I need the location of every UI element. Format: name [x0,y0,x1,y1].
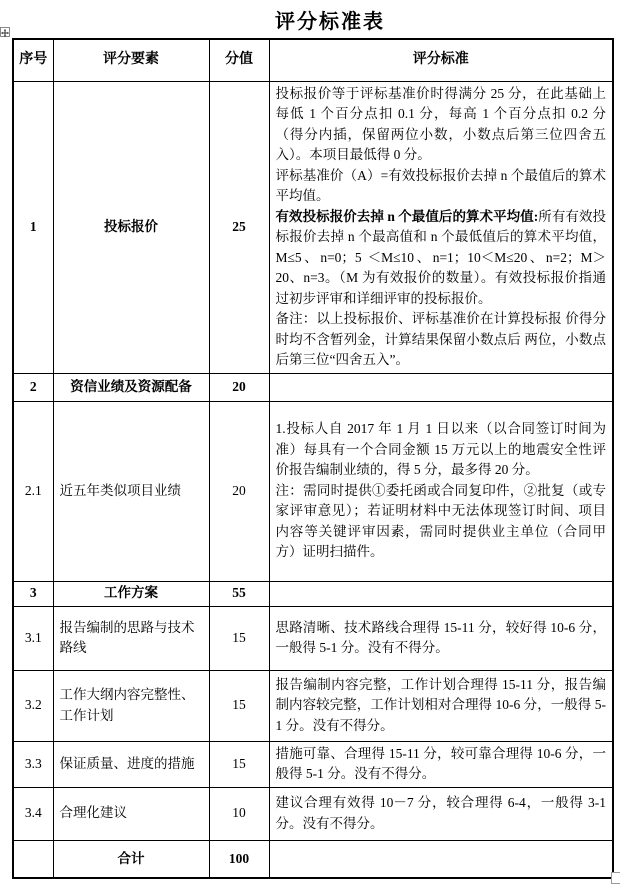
row-standard: 报告编制内容完整，工作计划合理得 15-11 分，报告编制内容较完整，工作计划相对合理得 10-6 分，一般得 5-1 分。没有不得分。 [269,670,613,741]
row-standard: 措施可靠、合理得 15-11 分，较可靠合理得 10-6 分，一般得 5-1 分。没有不得分。 [269,741,613,787]
table-resize-handle[interactable] [611,872,620,884]
row-score: 55 [209,581,269,606]
row-no: 3.3 [13,741,53,787]
row-standard [269,81,613,373]
row-score: 10 [209,787,269,840]
row-no: 3 [13,581,53,606]
row-factor: 合计 [53,840,209,878]
row-factor: 投标报价 [53,81,209,373]
row-score: 15 [209,606,269,670]
table-row-3 [13,581,613,606]
standard-paragraph: 投标报价等于评标基准价时得满分 25 分，在此基础上每低 1 个百分点扣 0.1 分，每高 1 个百分点扣 0.2 分（得分内插，保留两位小数，小数点后第三位四舍五入）。本项目最低得 0 分。 [275,85,606,162]
table-move-handle-icon[interactable] [0,27,10,37]
row-no: 2 [13,373,53,401]
row-factor: 合理化建议 [53,787,209,840]
row-no: 3.4 [13,787,53,840]
standard-text-run: 所有有效投标报价去掉 n 个最高值和 n 个最低值后的算术平均值，M≤5、n=0；5 ＜M≤10、n=1；10＜M≤20、n=2；M＞20、n=3。（M 为有效报价的数量）。有效投标报价指通过初步评审和详细评审的投标报价。 [275,208,606,306]
standard-paragraph [276,207,607,310]
standard-paragraph: 评标基准价（A）=有效投标报价去掉 n 个最值后的算术平均值。 [275,167,606,203]
table-row-3-2 [13,670,613,741]
table-row-1 [13,81,613,373]
table-row-3-3 [13,741,613,787]
row-no: 1 [13,81,53,373]
row-no: 3.1 [13,606,53,670]
table-row-2 [13,373,613,401]
row-factor: 报告编制的思路与技术路线 [53,606,209,670]
table-row-3-1 [13,606,613,670]
row-standard [269,581,613,606]
row-no: 2.1 [13,401,53,581]
header-standard: 评分标准 [269,39,613,81]
standard-paragraph: 注：需同时提供①委托函或合同复印件，②批复（或专家评审意见）；若证明材料中无法体现签订时间、项目内容等关键评审因素，需同时提供业主单位（合同甲方）证明扫描件。 [275,482,606,560]
standard-paragraph: 1.投标人自 2017 年 1 月 1 日以来（以合同签订时间为准）每具有一个合同金额 15 万元以上的地震安全性评价报告编制业绩的，得 5 分，最多得 20 分。 [275,421,606,478]
row-no [13,840,53,878]
standard-bold-run: 有效投标报价去掉 n 个最值后的算术平均值: [275,208,539,224]
standard-paragraph: 备注：以上投标报价、评标基准价在计算投标报 价得分时均不含暂列金，计算结果保留小数点后 两位，小数点后第三位“四舍五入”。 [275,311,606,367]
row-score: 20 [209,401,269,581]
row-score: 25 [209,81,269,373]
header-row [13,39,613,81]
scoring-table [12,38,614,879]
row-standard: 思路清晰、技术路线合理得 15-11 分，较好得 10-6 分，一般得 5-1 分。没有不得分。 [269,606,613,670]
four-way-arrow-icon [1,29,9,37]
row-score: 15 [209,670,269,741]
header-score: 分值 [209,39,269,81]
header-no: 序号 [13,39,53,81]
row-factor: 资信业绩及资源配备 [53,373,209,401]
row-standard [269,373,613,401]
row-score: 20 [209,373,269,401]
table-row-3-4 [13,787,613,840]
row-factor: 保证质量、进度的措施 [53,741,209,787]
row-factor: 工作方案 [53,581,209,606]
row-standard [269,840,613,878]
row-standard: 建议合理有效得 10－7 分，较合理得 6-4，一般得 3-1 分。没有不得分。 [269,787,613,840]
row-no: 3.2 [13,670,53,741]
table-row-2-1 [13,401,613,581]
row-factor: 工作大纲内容完整性、工作计划 [53,670,209,741]
row-score: 100 [209,840,269,878]
row-factor: 近五年类似项目业绩 [53,401,209,581]
table-row-total [13,840,613,878]
row-standard [269,401,613,581]
row-score: 15 [209,741,269,787]
page-title: 评分标准表 [275,11,385,33]
header-factor: 评分要素 [53,39,209,81]
